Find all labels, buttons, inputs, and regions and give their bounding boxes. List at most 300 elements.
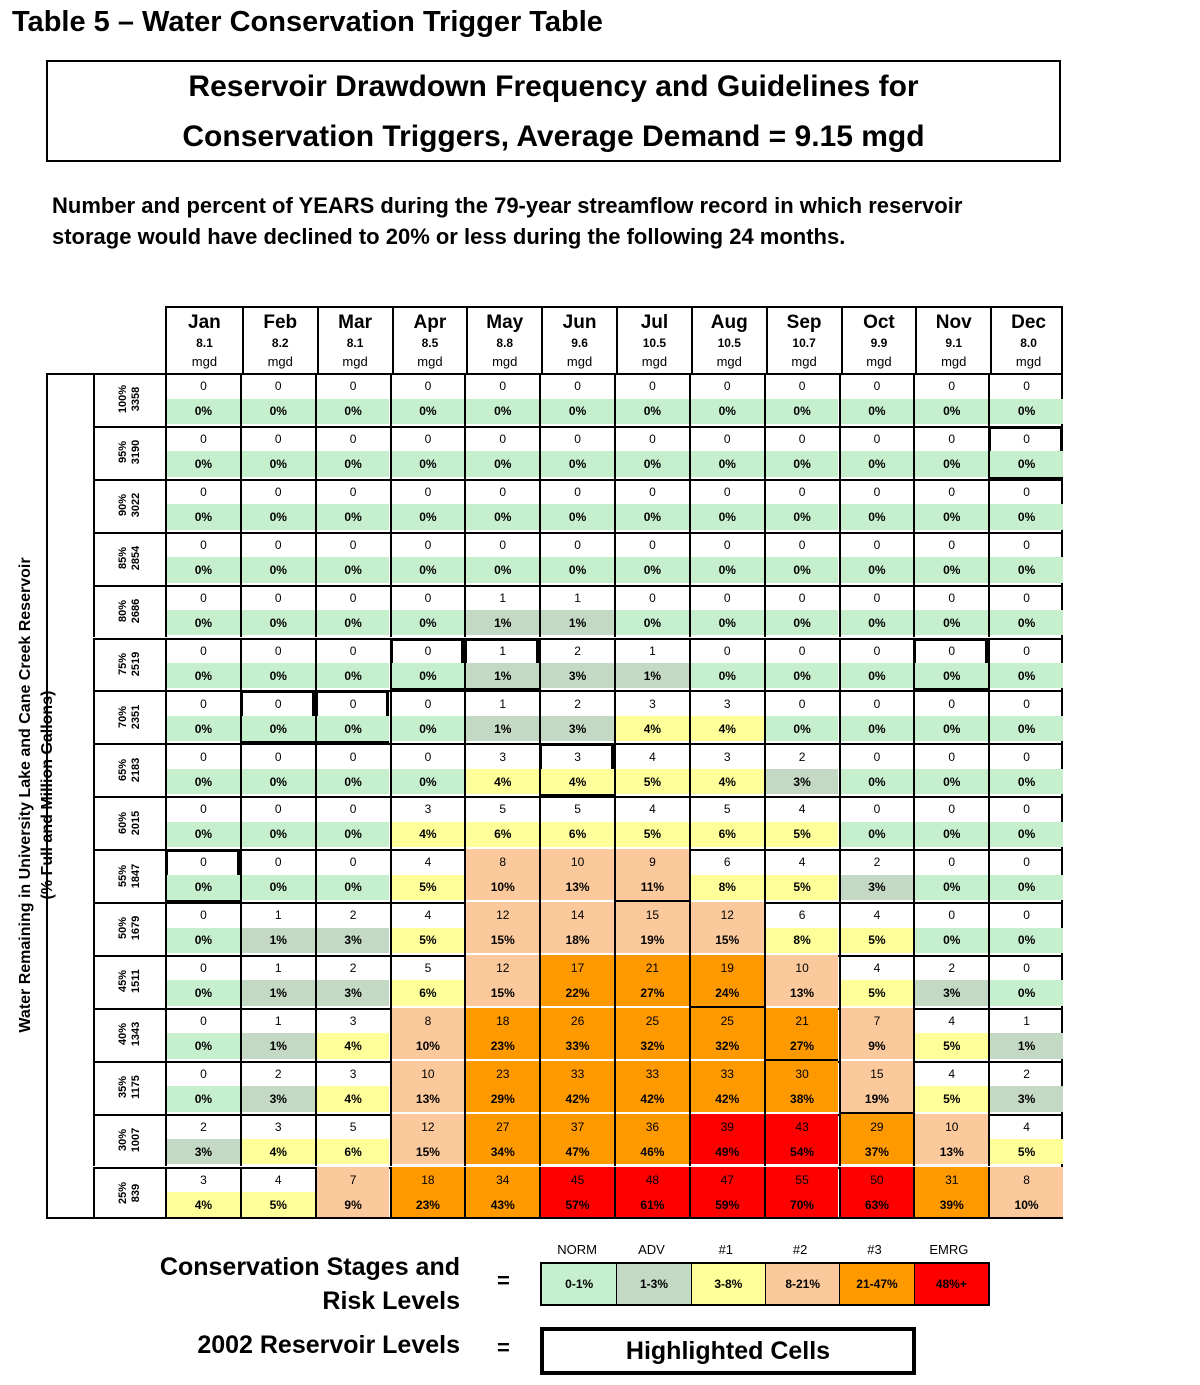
cell-percent: 0%: [317, 875, 390, 900]
table-cell: [988, 743, 1063, 796]
month-name: Feb: [263, 312, 298, 333]
highlight-legend-equals: =: [497, 1335, 510, 1360]
cell-count: 1: [499, 696, 507, 711]
cell-count: 0: [948, 802, 956, 817]
table-cell: [913, 743, 988, 796]
cell-count: 23: [466, 1061, 539, 1087]
cell-percent: 23%: [466, 1033, 539, 1058]
table-cell: [539, 373, 614, 426]
cell-count: 12: [691, 902, 764, 928]
cell-percent: 0%: [841, 610, 914, 635]
legend-stage-swatch: 8-21%: [765, 1264, 839, 1304]
cell-percent: 19%: [841, 1086, 914, 1111]
cell-percent: 5%: [616, 822, 689, 847]
cell-percent: 0%: [242, 451, 315, 476]
cell-count: 10: [915, 1114, 988, 1140]
table-cell: [240, 1167, 315, 1220]
month-unit: mgd: [641, 354, 668, 369]
cell-count: 0: [1023, 537, 1030, 552]
table-cell: [764, 373, 839, 426]
row-label: [93, 373, 165, 426]
cell-percent: 0%: [915, 928, 988, 953]
cell-count: 0: [349, 696, 357, 711]
table-cell: [390, 532, 465, 585]
cell-percent: 4%: [466, 769, 539, 794]
table-cell: [614, 902, 689, 955]
cell-percent: 0%: [915, 716, 988, 741]
table-cell: [764, 796, 839, 849]
cell-count: 0: [274, 485, 282, 500]
table-cell: [689, 479, 764, 532]
cell-percent: 6%: [691, 822, 764, 847]
table-cell: [689, 1061, 764, 1114]
cell-count: 10: [541, 849, 614, 875]
table-cell: [614, 479, 689, 532]
cell-count: 0: [873, 802, 881, 817]
row-label-text: [117, 1182, 143, 1204]
month-name: Nov: [935, 312, 972, 333]
cell-count: 4: [948, 1066, 956, 1081]
cell-count: 0: [274, 855, 282, 870]
cell-count: 4: [948, 1014, 956, 1029]
table-cell: [165, 955, 240, 1008]
cell-count: 0: [349, 643, 357, 658]
cell-percent: 6%: [466, 822, 539, 847]
table-cell: [689, 585, 764, 638]
cell-count: 0: [200, 485, 207, 500]
month-unit: mgd: [866, 354, 892, 369]
highlight-legend-label: 2002 Reservoir Levels: [197, 1331, 460, 1359]
cell-count: 5: [349, 1119, 357, 1134]
row-label-text: [117, 916, 143, 940]
cell-percent: 43%: [466, 1192, 539, 1217]
cell-percent: 0%: [766, 716, 839, 741]
cell-count: 0: [723, 379, 731, 394]
cell-percent: 0%: [242, 557, 315, 582]
cell-percent: 4%: [242, 1139, 315, 1164]
cell-count: 0: [574, 485, 581, 500]
cell-count: 4: [798, 802, 806, 817]
cell-count: 0: [274, 432, 282, 447]
table-cell: [165, 479, 240, 532]
table-cell: [689, 1167, 764, 1220]
month-name: Sep: [786, 312, 822, 333]
cell-percent: 6%: [541, 822, 614, 847]
table-cell: [390, 743, 465, 796]
table-cell: [464, 796, 539, 849]
cell-count: 0: [798, 485, 806, 500]
cell-count: 0: [274, 643, 282, 658]
cell-percent: 37%: [841, 1139, 914, 1164]
table-cell: [464, 743, 539, 796]
month-unit: mgd: [941, 354, 967, 369]
month-unit: mgd: [1015, 354, 1042, 369]
cell-count: 0: [274, 749, 282, 764]
cell-percent: 0%: [167, 822, 240, 847]
cell-percent: 0%: [990, 822, 1063, 847]
table-cell: [614, 955, 689, 1008]
cell-count: 12: [466, 902, 539, 928]
cell-count: 0: [349, 432, 357, 447]
cell-percent: 0%: [242, 504, 315, 529]
cell-count: 0: [424, 749, 432, 764]
month-name: Jan: [188, 312, 221, 333]
table-cell: [913, 1114, 988, 1167]
cell-percent: 42%: [541, 1086, 614, 1111]
cell-count: 0: [723, 537, 731, 552]
cell-count: 18: [466, 1008, 539, 1034]
cell-count: 0: [948, 432, 956, 447]
cell-percent: 0%: [167, 980, 240, 1005]
table-cell: [689, 426, 764, 479]
cell-percent: 1%: [466, 716, 539, 741]
cell-count: 0: [499, 485, 507, 500]
table-cell: [390, 849, 465, 902]
cell-count: 0: [349, 590, 357, 605]
cell-percent: 5%: [392, 875, 465, 900]
cell-percent: 1%: [242, 980, 315, 1005]
cell-count: 0: [349, 537, 357, 552]
cell-count: 0: [1023, 696, 1030, 711]
cell-count: 0: [349, 379, 357, 394]
cell-percent: 0%: [392, 451, 465, 476]
cell-percent: 0%: [616, 610, 689, 635]
row-million-gallons: 2854: [130, 545, 142, 571]
table-cell: [390, 902, 465, 955]
table-cell: [839, 955, 914, 1008]
table-cell: [539, 638, 614, 691]
table-cell: [539, 532, 614, 585]
cell-count: 0: [1023, 908, 1030, 923]
month-header-feb: [242, 308, 317, 375]
month-unit: mgd: [191, 354, 218, 369]
table-cell: [689, 690, 764, 743]
table-cell: [764, 638, 839, 691]
table-cell: [689, 902, 764, 955]
row-label-text: [117, 493, 143, 517]
cell-count: 0: [200, 908, 207, 923]
cell-count: 29: [841, 1114, 914, 1140]
table-cell: [614, 373, 689, 426]
cell-count: 0: [574, 537, 581, 552]
month-demand: 9.6: [571, 336, 588, 350]
row-million-gallons: 3190: [130, 440, 142, 465]
table-cell: [165, 532, 240, 585]
table-cell: [689, 638, 764, 691]
cell-count: 2: [349, 908, 357, 923]
cell-percent: 24%: [691, 980, 764, 1005]
row-label-text: [117, 599, 143, 623]
cell-count: 8: [392, 1008, 465, 1034]
cell-percent: 0%: [167, 451, 240, 476]
month-unit: mgd: [791, 354, 817, 369]
cell-percent: 5%: [242, 1192, 315, 1217]
cell-count: 0: [349, 749, 357, 764]
cell-count: 0: [723, 643, 731, 658]
table-cell: [539, 585, 614, 638]
row-label-text: [117, 810, 143, 834]
cell-percent: 0%: [392, 557, 465, 582]
table-cell: [839, 532, 914, 585]
cell-percent: 22%: [541, 980, 614, 1005]
cell-percent: 0%: [841, 769, 914, 794]
cell-percent: 0%: [915, 875, 988, 900]
table-cell: [764, 1008, 839, 1061]
table-cell: [165, 426, 240, 479]
cell-count: 0: [1023, 379, 1030, 394]
table-cell: [764, 532, 839, 585]
cell-percent: 5%: [915, 1086, 988, 1111]
cell-count: 8: [990, 1167, 1063, 1193]
cell-count: 10: [392, 1061, 465, 1087]
table-cell: [839, 638, 914, 691]
cell-percent: 10%: [466, 875, 539, 900]
cell-percent: 0%: [242, 822, 315, 847]
table-cell: [988, 532, 1063, 585]
cell-count: 0: [873, 696, 881, 711]
table-cell: [464, 638, 539, 691]
cell-count: 3: [274, 1119, 282, 1134]
table-cell: [240, 373, 315, 426]
cell-count: 5: [424, 961, 432, 976]
cell-count: 48: [616, 1167, 689, 1193]
cell-percent: 0%: [392, 716, 465, 741]
table-cell: [464, 532, 539, 585]
cell-percent: 5%: [841, 980, 914, 1005]
cell-count: 0: [948, 696, 956, 711]
cell-percent: 0%: [242, 399, 315, 424]
cell-count: 2: [200, 1119, 207, 1134]
month-demand: 10.5: [717, 336, 741, 350]
table-cell: [165, 849, 240, 902]
month-demand: 8.1: [196, 336, 213, 350]
month-unit: mgd: [342, 354, 368, 369]
table-cell: [539, 690, 614, 743]
cell-percent: 0%: [242, 875, 315, 900]
row-percent: 30%: [117, 1129, 129, 1152]
cell-percent: 0%: [691, 663, 764, 688]
cell-count: 8: [466, 849, 539, 875]
cell-percent: 54%: [766, 1139, 839, 1164]
cell-count: 3: [349, 1014, 357, 1029]
cell-count: 0: [798, 432, 806, 447]
cell-count: 0: [200, 1014, 207, 1029]
cell-percent: 0%: [915, 451, 988, 476]
cell-percent: 0%: [167, 716, 240, 741]
cell-percent: 0%: [915, 769, 988, 794]
cell-percent: 33%: [541, 1033, 614, 1058]
cell-count: 0: [798, 590, 806, 605]
row-percent: 90%: [117, 494, 129, 517]
cell-count: 4: [873, 908, 881, 923]
table-cell: [988, 1008, 1063, 1061]
row-label-text: [117, 863, 143, 887]
table-cell: [240, 585, 315, 638]
cell-count: 3: [723, 749, 731, 764]
cell-percent: 47%: [541, 1139, 614, 1164]
row-label: [93, 690, 165, 743]
cell-count: 15: [841, 1061, 914, 1087]
row-million-gallons: 2351: [130, 704, 142, 730]
table-cell: [689, 743, 764, 796]
cell-percent: 0%: [841, 663, 914, 688]
table-cell: [913, 585, 988, 638]
cell-count: 2: [274, 1066, 282, 1081]
table-cell: [390, 690, 465, 743]
table-cell: [689, 373, 764, 426]
row-label: [93, 532, 165, 585]
month-demand: 8.0: [1020, 336, 1037, 350]
table-cell: [539, 1114, 614, 1167]
cell-count: 0: [424, 590, 432, 605]
cell-count: 12: [392, 1114, 465, 1140]
cell-percent: 0%: [990, 451, 1063, 476]
row-million-gallons: 1175: [130, 1075, 142, 1100]
cell-count: 0: [349, 485, 357, 500]
cell-percent: 0%: [841, 557, 914, 582]
table-cell: [988, 373, 1063, 426]
cell-percent: 4%: [541, 769, 614, 794]
table-cell: [240, 1114, 315, 1167]
table-cell: [988, 1061, 1063, 1114]
row-label-text: [117, 757, 143, 781]
cell-percent: 0%: [691, 557, 764, 582]
cell-percent: 0%: [242, 610, 315, 635]
cell-count: 0: [798, 379, 806, 394]
cell-percent: 0%: [616, 557, 689, 582]
table-cell: [165, 796, 240, 849]
table-cell: [913, 532, 988, 585]
cell-count: 0: [349, 855, 357, 870]
cell-count: 0: [1023, 590, 1030, 605]
cell-count: 0: [873, 379, 881, 394]
table-cell: [988, 1114, 1063, 1167]
table-cell: [764, 585, 839, 638]
cell-percent: 1%: [242, 1033, 315, 1058]
table-cell: [839, 373, 914, 426]
cell-count: 21: [766, 1008, 839, 1034]
month-unit: mgd: [716, 354, 742, 369]
cell-count: 27: [466, 1114, 539, 1140]
table-cell: [539, 849, 614, 902]
cell-percent: 0%: [541, 504, 614, 529]
cell-count: 0: [499, 379, 507, 394]
cell-percent: 0%: [616, 399, 689, 424]
cell-count: 6: [723, 855, 731, 870]
table-cell: [614, 690, 689, 743]
cell-count: 3: [200, 1172, 207, 1187]
cell-count: 0: [200, 537, 207, 552]
table-cell: [913, 479, 988, 532]
cell-count: 0: [200, 643, 207, 658]
table-cell: [390, 796, 465, 849]
table-cell: [240, 690, 315, 743]
cell-count: 0: [424, 643, 432, 658]
cell-percent: 5%: [616, 769, 689, 794]
cell-percent: 0%: [841, 822, 914, 847]
cell-percent: 0%: [841, 399, 914, 424]
cell-count: 4: [1023, 1119, 1030, 1134]
cell-count: 0: [873, 537, 881, 552]
y-axis-label: [15, 395, 85, 1195]
table-cell: [988, 585, 1063, 638]
table-cell: [614, 849, 689, 902]
cell-percent: 0%: [616, 504, 689, 529]
cell-count: 47: [691, 1167, 764, 1193]
cell-percent: 42%: [691, 1086, 764, 1111]
cell-count: 0: [274, 802, 282, 817]
cell-percent: 63%: [841, 1192, 914, 1217]
table-cell: [614, 426, 689, 479]
row-million-gallons: 1343: [130, 1021, 142, 1047]
cell-percent: 61%: [616, 1192, 689, 1217]
legend-stage-swatch: 0-1%: [542, 1264, 616, 1304]
cell-percent: 0%: [167, 610, 240, 635]
cell-percent: 0%: [317, 451, 390, 476]
month-demand: 10.5: [642, 336, 667, 350]
cell-count: 0: [723, 485, 731, 500]
cell-percent: 0%: [317, 557, 390, 582]
month-header-nov: [915, 308, 990, 375]
cell-percent: 0%: [691, 610, 764, 635]
cell-percent: 0%: [167, 928, 240, 953]
cell-count: 0: [798, 643, 806, 658]
table-cell: [614, 1114, 689, 1167]
cell-percent: 0%: [691, 504, 764, 529]
cell-percent: 0%: [392, 504, 465, 529]
cell-count: 25: [616, 1008, 689, 1034]
cell-count: 1: [1023, 1014, 1030, 1029]
cell-percent: 4%: [317, 1086, 390, 1111]
cell-count: 0: [1023, 643, 1030, 658]
cell-count: 0: [200, 802, 207, 817]
table-cell: [240, 743, 315, 796]
cell-percent: 5%: [392, 928, 465, 953]
cell-percent: 0%: [766, 399, 839, 424]
table-cell: [464, 1167, 539, 1220]
cell-percent: 6%: [392, 980, 465, 1005]
cell-percent: 15%: [392, 1139, 465, 1164]
cell-percent: 0%: [915, 504, 988, 529]
cell-count: 1: [274, 961, 282, 976]
cell-count: 0: [649, 590, 656, 605]
cell-percent: 3%: [766, 769, 839, 794]
cell-count: 4: [424, 908, 432, 923]
cell-percent: 1%: [242, 928, 315, 953]
cell-percent: 0%: [841, 716, 914, 741]
month-name: Jul: [640, 312, 669, 333]
row-million-gallons: 1007: [130, 1127, 142, 1153]
row-million-gallons: 2519: [130, 651, 142, 677]
cell-count: 4: [649, 749, 656, 764]
cell-percent: 49%: [691, 1139, 764, 1164]
cell-count: 4: [424, 855, 432, 870]
row-label-text: [117, 440, 143, 464]
cell-count: 2: [873, 855, 881, 870]
cell-count: 33: [616, 1061, 689, 1087]
cell-count: 2: [574, 696, 581, 711]
month-header-jan: [167, 308, 242, 375]
table-cell: [614, 638, 689, 691]
cell-percent: 0%: [915, 663, 988, 688]
cell-count: 26: [541, 1008, 614, 1034]
cell-percent: 3%: [841, 875, 914, 900]
legend-stage-name: #1: [718, 1242, 734, 1257]
cell-percent: 13%: [766, 980, 839, 1005]
cell-count: 36: [616, 1114, 689, 1140]
cell-percent: 0%: [915, 557, 988, 582]
cell-count: 12: [466, 955, 539, 981]
